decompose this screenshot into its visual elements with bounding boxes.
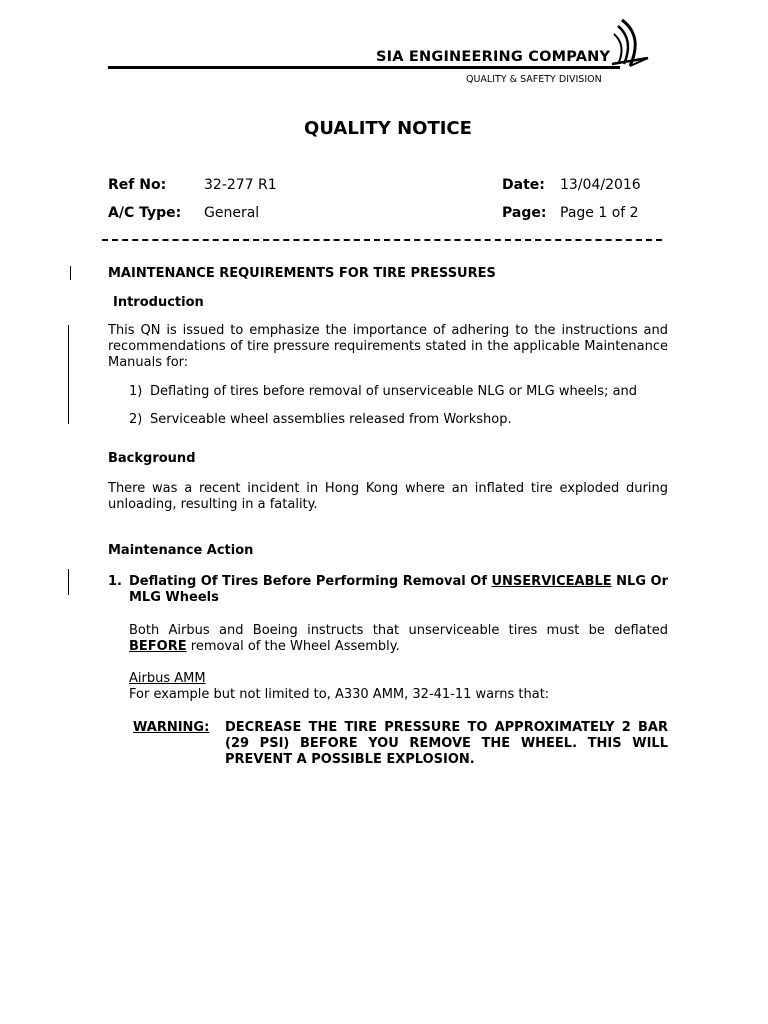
introduction-heading: Introduction <box>113 295 204 310</box>
date-value: 13/04/2016 <box>560 177 641 193</box>
division-label: QUALITY & SAFETY DIVISION <box>466 74 602 85</box>
intro-item-2-number: 2) <box>129 412 143 427</box>
ref-value: 32-277 R1 <box>204 177 277 193</box>
background-heading: Background <box>108 451 196 466</box>
revision-marker <box>68 325 69 424</box>
ref-label: Ref No: <box>108 177 167 193</box>
page-label: Page: <box>502 205 547 221</box>
intro-item-1-number: 1) <box>129 384 143 399</box>
background-text: There was a recent incident in Hong Kong where an inflated tire exploded during unloading, resulting in a fatality. <box>108 481 668 512</box>
company-name: SIA ENGINEERING COMPANY <box>376 49 611 65</box>
actype-label: A/C Type: <box>108 205 182 221</box>
intro-item-1-text: Deflating of tires before removal of unserviceable NLG or MLG wheels; and <box>150 384 638 399</box>
airbus-amm-text: For example but not limited to, A330 AMM, 32-41-11 warns that: <box>129 687 550 702</box>
page-value: Page 1 of 2 <box>560 205 639 221</box>
warning-label: WARNING: <box>133 720 210 735</box>
introduction-text: This QN is issued to emphasize the importance of adhering to the instructions and recommendations of tire pressure requirements stated in the applicable Maintenance Manuals for: <box>108 323 668 370</box>
company-logo-icon <box>608 18 650 70</box>
page-title: QUALITY NOTICE <box>304 118 472 139</box>
revision-marker <box>70 266 71 280</box>
deflate-paragraph: Both Airbus and Boeing instructs that unserviceable tires must be deflated BEFORE removal of the Wheel Assembly. <box>129 623 668 654</box>
maintenance-heading: Maintenance Action <box>108 543 254 558</box>
header-rule <box>108 66 620 69</box>
maintenance-item-1-title: Deflating Of Tires Before Performing Removal Of UNSERVICEABLE NLG Or MLG Wheels <box>129 574 669 605</box>
intro-item-2-text: Serviceable wheel assemblies released from Workshop. <box>150 412 512 427</box>
subject-heading: MAINTENANCE REQUIREMENTS FOR TIRE PRESSURES <box>108 266 496 281</box>
actype-value: General <box>204 205 260 221</box>
date-label: Date: <box>502 177 545 193</box>
warning-text: DECREASE THE TIRE PRESSURE TO APPROXIMATELY 2 BAR (29 PSI) BEFORE YOU REMOVE THE WHEEL. THIS WILL PREVENT A POSSIBLE EXPLOSION. <box>225 720 668 767</box>
revision-marker <box>68 569 69 595</box>
maintenance-item-1-number: 1. <box>108 574 122 589</box>
airbus-amm-heading: Airbus AMM <box>129 671 206 686</box>
meta-divider <box>102 239 662 241</box>
